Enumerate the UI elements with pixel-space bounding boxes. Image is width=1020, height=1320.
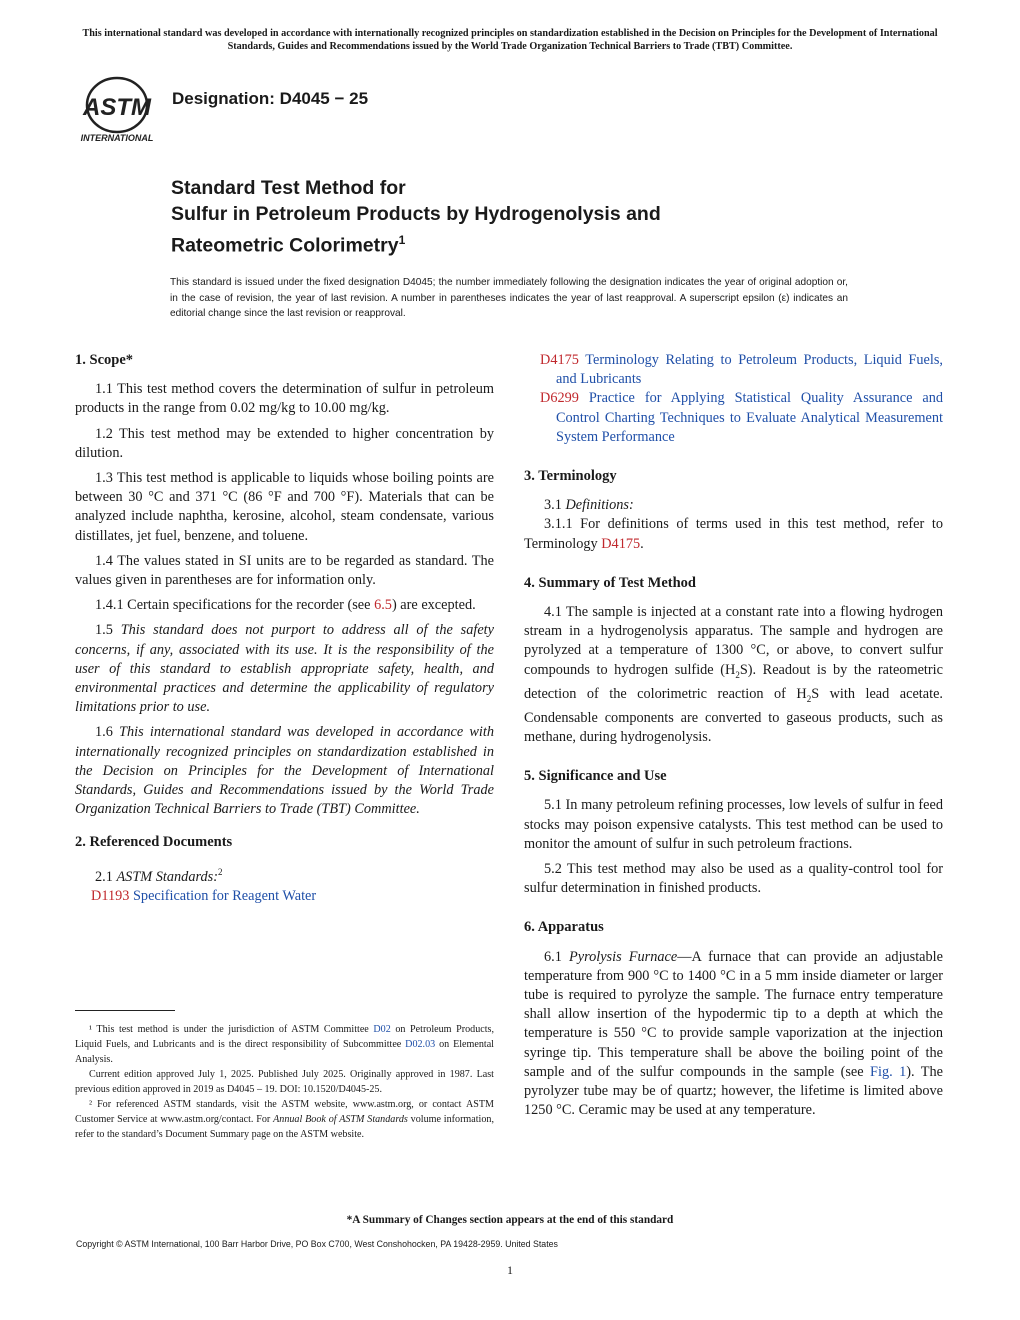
summary-of-changes-note: *A Summary of Changes section appears at the end of this standard [346,1214,674,1226]
left-column [75,351,494,906]
standard-notice: This international standard was developed in accordance with internationally recognized principles on standardization established in the Decision on Principles for the Development of International Standards, Guides and Recommendations issued by the World Trade Organization Technical Barriers to Trade (TBT) Committee. [82,28,938,52]
footnote-1-edition: Current edition approved July 1, 2025. Published July 2025. Originally approved in 1987. Last previous edition approved in 2019 as D4045 – 19. DOI: 10.1520/D4045-25. [75,1069,494,1095]
footnotes [75,1022,494,1142]
para-1-4: 1.4 The values stated in SI units are to be regarded as standard. The values given in parentheses are for information only. [75,552,494,589]
section-5-heading: 5. Significance and Use [524,768,667,785]
link-d1193-title[interactable]: Specification for Reagent Water [132,887,317,904]
para-5-2: 5.2 This test method may also be used as a quality-control tool for sulfur determination in finished products. [524,860,943,897]
link-d02[interactable]: D02 [373,1024,391,1035]
right-column [524,351,943,1126]
link-d6299-title[interactable]: Practice for Applying Statistical Quality Assurance and Control Charting Techniques to Evaluate Analytical Measurement System Performance [556,390,944,445]
para-6-1: 6.1 Pyrolysis Furnace—A furnace that can provide an adjustable temperature from 900 °C to 1400 °C in a 5 mm inside diameter or larger tube is required to pyrolyze the sample. The furnace entry temperature shall allow insertion of the hypodermic tip to a depth at which the temperature is 550 °C to provide sample vaporization at the injection syringe tip. This temperature shall be above the boiling point of the sample and of the sulfur compounds in the sample (see Fig. 1). The pyrolyzer tube may be of quartz; however, the lifetime is limited above 1250 °C. Ceramic may be used at any temperature. [524,948,943,1119]
ref-d4175 [524,351,943,389]
issuance-note: This standard is issued under the fixed designation D4045; the number immediately following the designation indicates the year of original adoption or, in the case of revision, the year of last revision. A number in parentheses indicates the year of last reapproval. A superscript epsilon (ε) indicates an editorial change since the last revision or reapproval. [170,277,848,319]
astm-logo [72,75,162,147]
para-5-1: 5.1 In many petroleum refining processes, low levels of sulfur in feed stocks may poison expensive catalysts. This test method can be used to monitor the amount of sulfur in such petroleum fractions. [524,797,943,852]
para-3-1: 3.1 Definitions: [544,497,634,514]
para-1-5: 1.5 This standard does not purport to address all of the safety concerns, if any, associated with its use. It is the responsibility of the user of this standard to establish appropriate safety, health, and environmental practices and determine the applicability of regulatory limitations prior to use. [75,622,494,716]
link-d4175-inline[interactable]: D4175 [601,535,641,552]
para-1-6: 1.6 This international standard was developed in accordance with internationally recognized principles on standardization established in the Decision on Principles for the Development of International Standards, Guides and Recommendations issued by the World Trade Organization Technical Barriers to Trade (TBT) Committee. [75,724,494,818]
link-d4175[interactable]: D4175 [540,352,579,368]
section-6-heading: 6. Apparatus [524,919,604,936]
section-3-heading: 3. Terminology [524,468,617,485]
footnote-2: ² For referenced ASTM standards, visit the ASTM website, www.astm.org, or contact ASTM Customer Service at www.astm.org/contact. For Annual Book of ASTM Standards volume information, refer to the standard’s Document Summary page on the ASTM website. [75,1099,494,1140]
title-footnote-mark: 1 [398,233,406,247]
para-1-3: 1.3 This test method is applicable to liquids whose boiling points are between 30 °C and 371 °C (86 °F and 700 °F). Materials that can be analyzed include naphtha, kerosine, alcohol, steam condensate, various distillates, jet fuel, benzene, and toluene. [75,470,494,544]
ref-d1193 [75,887,494,906]
footnote-1: ¹ This test method is under the jurisdiction of ASTM Committee D02 on Petroleum Products, Liquid Fuels, and Lubricants and is the direct responsibility of Subcommittee D02.03 on Elemental Analysis. [75,1024,494,1065]
title-line-3: Rateometric Colorimetry$^1$ [171,233,406,257]
link-d6299[interactable]: D6299 [540,390,579,407]
designation: Designation: D4045 − 25 [172,89,369,108]
section-1-heading: 1. Scope* [75,352,133,368]
para-1-4-1: 1.4.1 Certain specifications for the recorder (see 6.5) are excepted. [95,597,476,614]
link-6-5[interactable]: 6.5 [374,597,392,614]
logo-wordmark: ASTM [83,94,151,121]
section-2-heading: 2. Referenced Documents [75,834,233,851]
document-title [171,175,661,259]
link-fig-1[interactable]: Fig. 1 [870,1063,907,1080]
para-2-1: 2.1 ASTM Standards:$^2$ [95,866,223,885]
link-d02-03[interactable]: D02.03 [405,1039,436,1050]
para-4-1: 4.1 The sample is injected at a constant rate into a flowing hydrogen stream in a hydrogenolysis apparatus. The sample and hydrogen are pyrolyzed at a temperature of 1300 °C, or above, to convert sulfur compounds to hydrogen sulfide $(H_2S)$. Readout is by the rateometric detection of the colorimetric reaction of $H_2S$ with lead acetate. Condensable components are converted to gaseous products, such as methane, during hydrogenolysis. [524,604,943,745]
page-number: 1 [507,1263,513,1277]
logo-subtext: INTERNATIONAL [80,133,154,143]
para-1-1: 1.1 This test method covers the determination of sulfur in petroleum products in the range from 0.02 mg/kg to 10.00 mg/kg. [75,381,494,417]
ref-d6299 [524,389,943,447]
footnote-rule [75,1010,175,1011]
section-4-heading: 4. Summary of Test Method [524,574,696,591]
para-1-2: 1.2 This test method may be extended to higher concentration by dilution. [75,425,494,461]
title-line-1: Standard Test Method for [171,177,406,199]
link-d1193[interactable]: D1193 [91,887,130,904]
title-line-2: Sulfur in Petroleum Products by Hydrogenolysis and [171,203,661,225]
para-3-1-1: 3.1.1 For definitions of terms used in this test method, refer to Terminology D4175. [524,516,943,552]
copyright: Copyright © ASTM International, 100 Barr Harbor Drive, PO Box C700, West Conshohocken, PA 19428-2959. United States [76,1239,558,1249]
link-d4175-title[interactable]: Terminology Relating to Petroleum Products, Liquid Fuels, and Lubricants [556,352,943,388]
